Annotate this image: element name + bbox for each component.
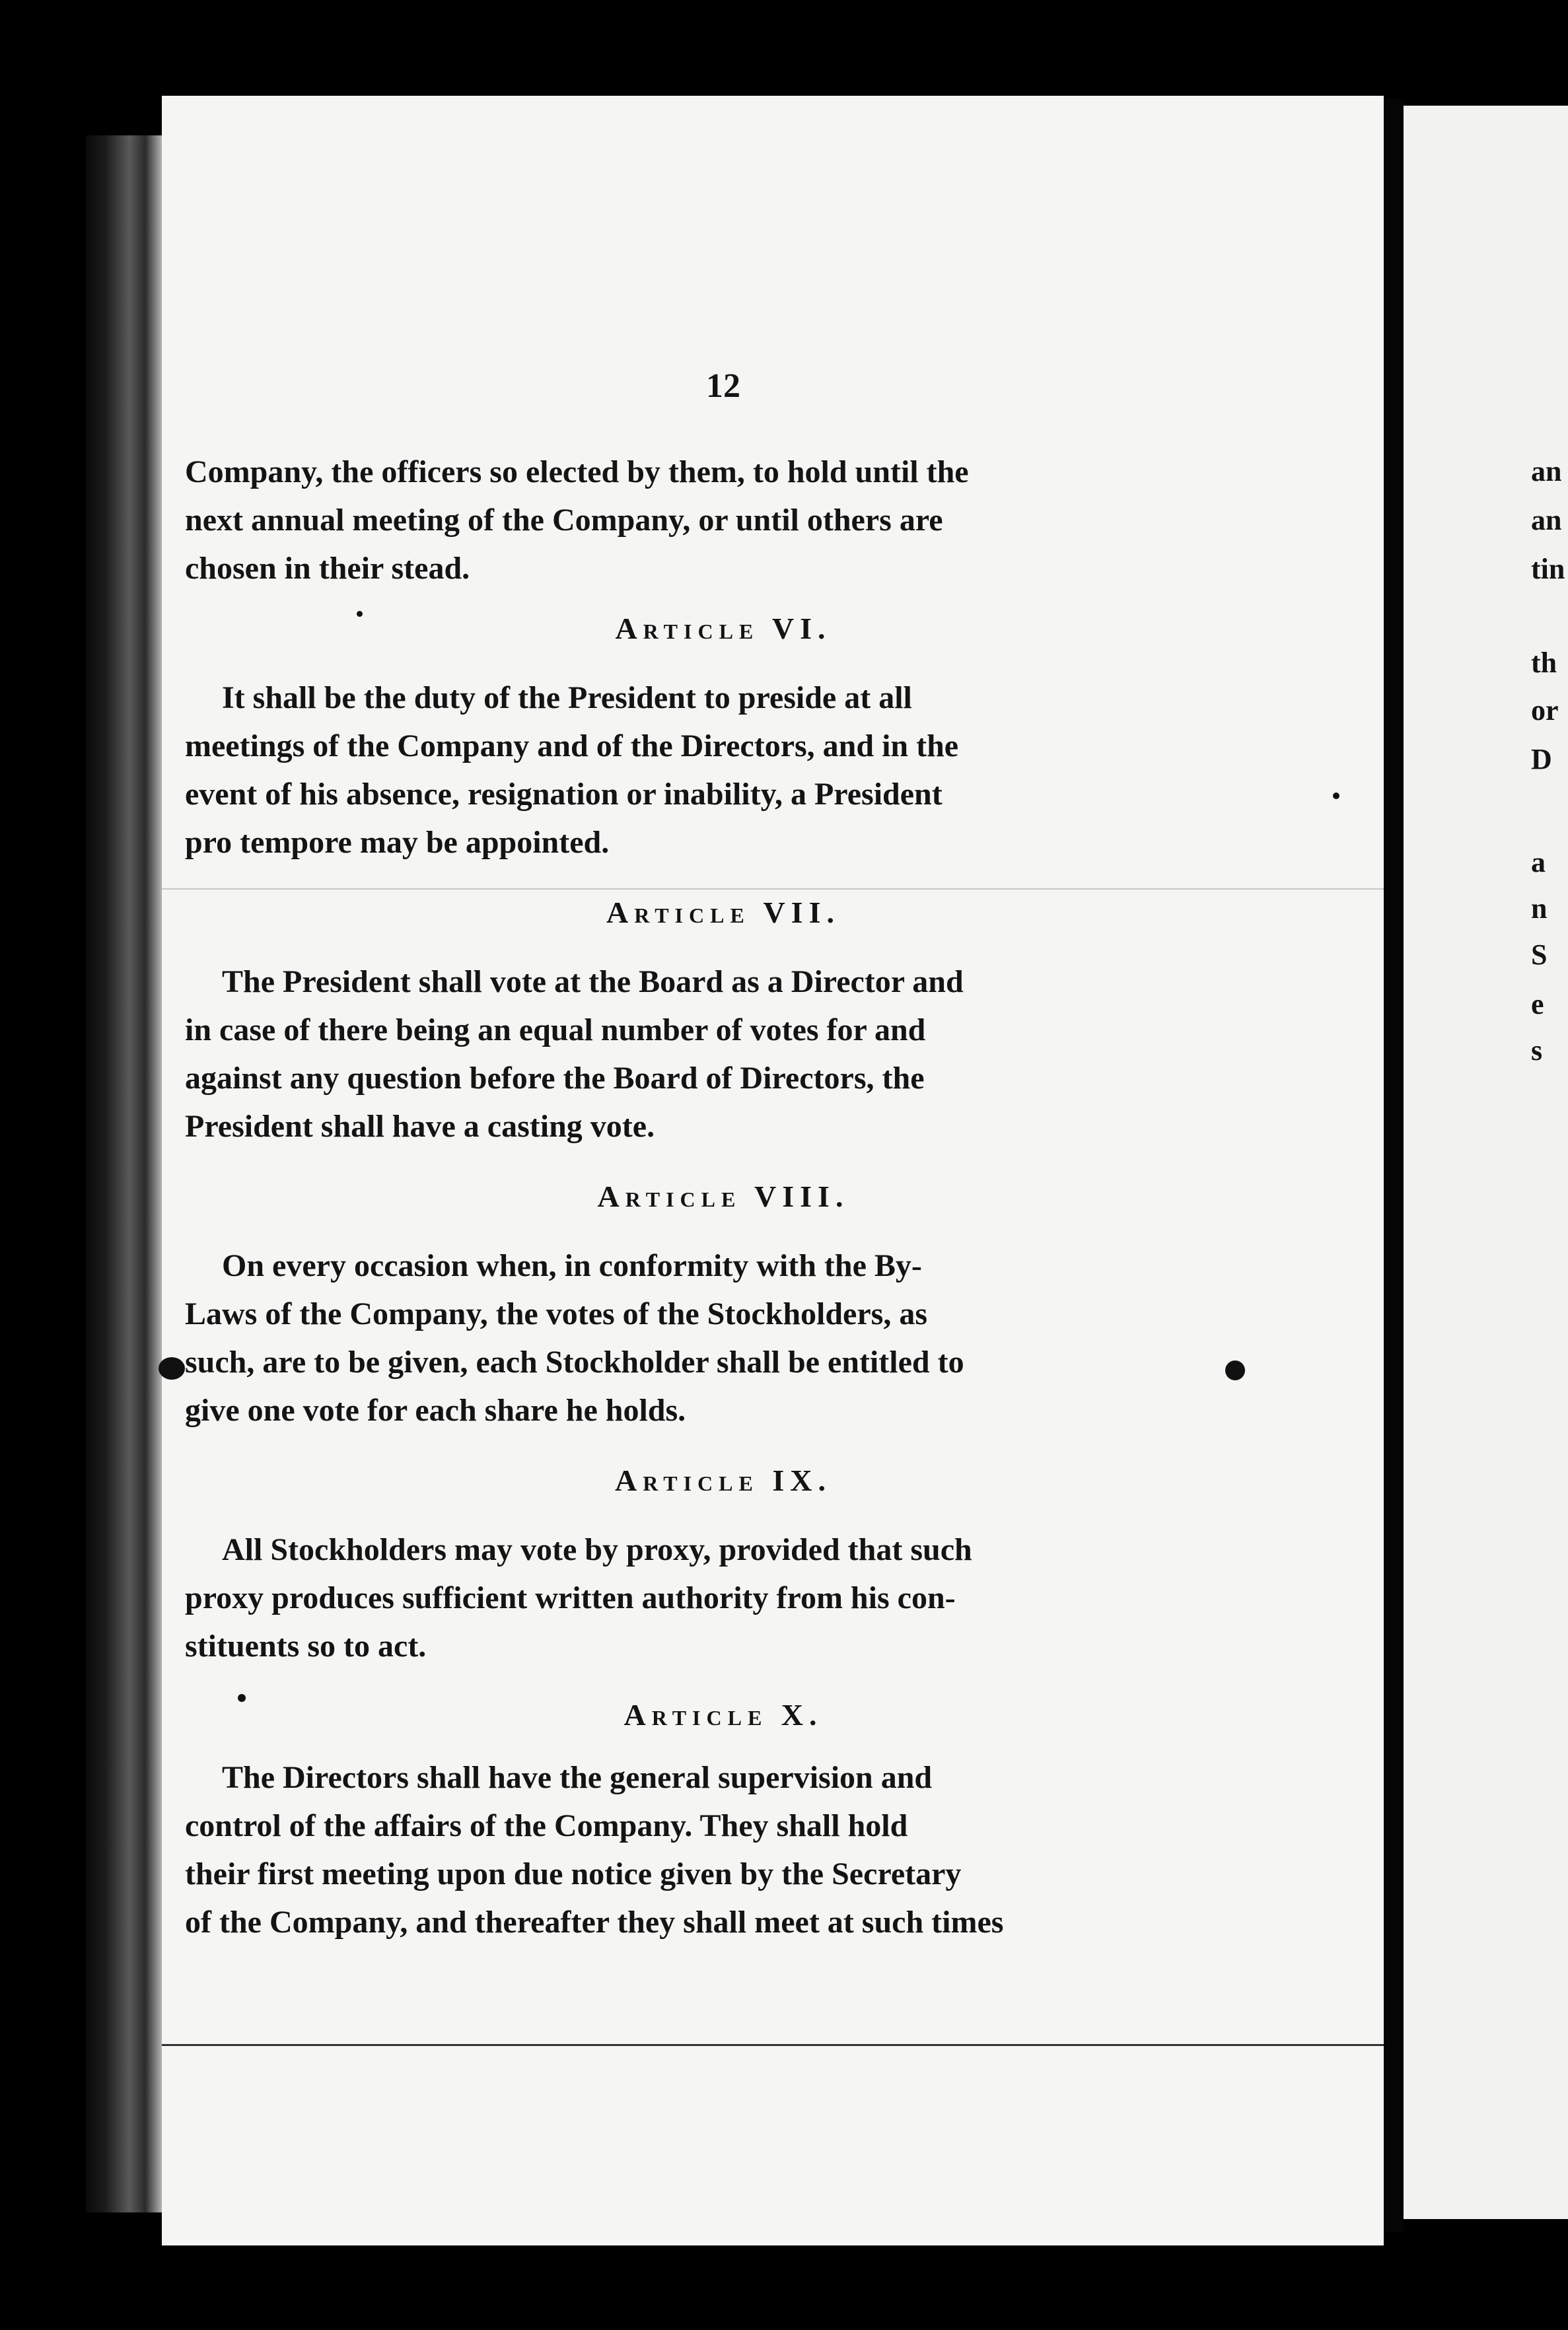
text-line: in case of there being an equal number of votes for and <box>185 1012 926 1047</box>
facing-page-fragment: a <box>1531 846 1546 878</box>
facing-page-fragment: S <box>1531 938 1548 971</box>
article-x-body <box>185 1753 1262 1946</box>
text-line: of the Company, and thereafter they shall meet at such times <box>185 1905 1004 1940</box>
facing-page-fragment: e <box>1531 988 1544 1020</box>
text-line: meetings of the Company and of the Directors, and in the <box>185 728 959 763</box>
text-line: against any question before the Board of Directors, the <box>185 1061 925 1096</box>
facing-page-fragment: an <box>1531 504 1562 536</box>
article-x <box>185 1697 1262 1732</box>
text-line: control of the affairs of the Company. They shall hold <box>185 1808 908 1843</box>
text-line: stituents so to act. <box>185 1629 427 1664</box>
ink-speck <box>357 611 363 617</box>
ink-blot <box>159 1357 185 1380</box>
book-gutter <box>1384 99 1404 2232</box>
text-line: President shall have a casting vote. <box>185 1109 655 1144</box>
page-bottom-line <box>162 2044 1384 2046</box>
text-line: next annual meeting of the Company, or until others are <box>185 503 943 538</box>
intro-paragraph <box>185 448 1262 592</box>
article-vii-body <box>185 958 1262 1150</box>
article-ix <box>185 1463 1262 1498</box>
text-line: Laws of the Company, the votes of the Stockholders, as <box>185 1296 928 1331</box>
article-heading: Article VII. <box>606 896 840 929</box>
facing-page-fragment: n <box>1531 892 1548 925</box>
facing-page <box>1404 106 1568 2219</box>
text-line: give one vote for each share he holds. <box>185 1393 686 1428</box>
facing-page-fragment: or <box>1531 694 1559 726</box>
article-heading: Article VIII. <box>597 1180 849 1213</box>
article-heading: Article VI. <box>615 612 832 645</box>
article-ix-body <box>185 1526 1262 1670</box>
article-vi <box>185 611 1262 646</box>
page-number: 12 <box>706 367 740 405</box>
article-heading: Article IX. <box>615 1464 832 1497</box>
facing-page-fragment: s <box>1531 1034 1543 1067</box>
article-heading: Article X. <box>624 1698 823 1732</box>
text-line: It shall be the duty of the President to preside at all <box>222 680 912 715</box>
text-line: Company, the officers so elected by them, to hold until the <box>185 454 969 489</box>
article-vi-body <box>185 674 1262 866</box>
article-viii-body <box>185 1242 1262 1434</box>
article-vii <box>185 895 1262 930</box>
ink-blot <box>1225 1360 1245 1380</box>
facing-page-fragment: an <box>1531 455 1562 487</box>
text-line: pro tempore may be appointed. <box>185 825 610 860</box>
text-line: All Stockholders may vote by proxy, provided that such <box>222 1532 972 1567</box>
text-line: such, are to be given, each Stockholder shall be entitled to <box>185 1345 964 1380</box>
text-line: chosen in their stead. <box>185 551 470 586</box>
facing-page-fragment: D <box>1531 743 1552 775</box>
text-line: event of his absence, resignation or inability, a President <box>185 777 943 812</box>
ink-speck <box>238 1694 246 1702</box>
article-viii <box>185 1179 1262 1214</box>
text-line: The President shall vote at the Board as a Director and <box>222 964 964 999</box>
text-line: On every occasion when, in conformity with the By- <box>222 1248 922 1283</box>
text-line: proxy produces sufficient written authority from his con- <box>185 1580 956 1615</box>
facing-page-fragment: tin <box>1531 553 1565 585</box>
scan-line <box>162 888 1384 890</box>
ink-speck <box>1333 793 1339 799</box>
facing-page-fragment: th <box>1531 647 1557 679</box>
text-line: their first meeting upon due notice given by the Secretary <box>185 1856 962 1891</box>
book-page-edge <box>86 135 165 2212</box>
text-line: The Directors shall have the general supervision and <box>222 1760 933 1795</box>
